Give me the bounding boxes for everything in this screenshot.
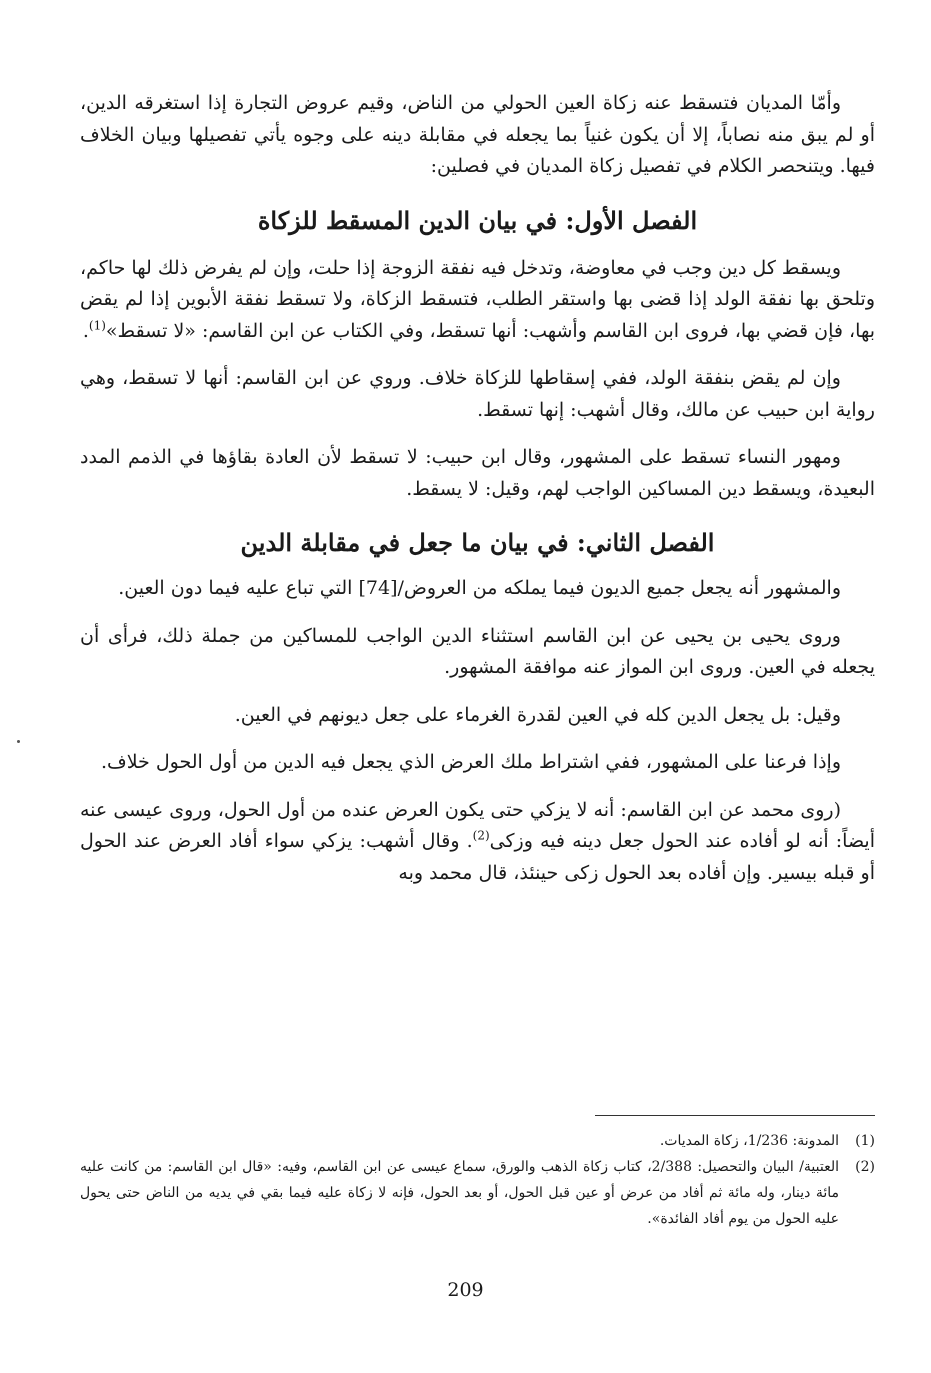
margin-mark <box>17 740 20 743</box>
footnote-2-number: (2) <box>855 1159 875 1175</box>
section2-paragraph-4: وإذا فرعنا على المشهور، ففي اشتراط ملك العرض الذي يجعل فيه الدين من أول الحول خلاف. <box>100 751 841 773</box>
section1-paragraph-1-end: . <box>82 319 89 342</box>
section2-paragraph-5-end: . وقال أشهب: يزكي سواء أفاد العرض عند الحول أو قبله بيسير. وإن أفاده بعد الحول زكى حينئذ، قال محمد وبه <box>80 830 875 884</box>
footnote-ref-2: (2) <box>472 828 490 843</box>
section2-paragraph-5-text: (روى محمد عن ابن القاسم: أنه لا يزكي حتى يكون العرض عنده من أول الحول، وروى عيسى عنه أيضاً: أنه لو أفاده عند الحول جعل دينه فيه وزكى <box>80 798 875 852</box>
footnote-1 <box>80 1128 875 1154</box>
section1-paragraph-1 <box>80 253 875 348</box>
section2-paragraph-2: وروى يحيى بن يحيى عن ابن القاسم استثناء الدين الواجب للمساكين من جملة ذلك، فرأى أن يجعله في العين. وروى ابن المواز عنه موافقة المشهور. <box>80 624 875 678</box>
section1-paragraph-1-text: ويسقط كل دين وجب في معاوضة، وتدخل فيه نفقة الزوجة إذا حلت، وإن لم يفرض ذلك لها حاكم، وتلحق بها نفقة الولد إذا قضى بها واستقر الطلب، فتسقط الزكاة، ولا تسقط نفقة الأبوين إذا لم يقض بها، فإن قضي بها، فروى ابن القاسم وأشهب: أنها تسقط، وفي الكتاب عن ابن القاسم: «لا تسقط» <box>80 256 875 342</box>
footnote-ref-1: (1) <box>88 318 106 333</box>
footnote-2-text: العتبية/ البيان والتحصيل: 2/388، كتاب زكاة الذهب والورق، سماع عيسى عن ابن القاسم، وفيه: «قال ابن القاسم: من كانت عليه مائة دينار، وله مائة ثم أفاد من عرض أو عين قبل الحول، أو بعد الحول، فإنه لا زكاة عليه فيما بقي في يديه من الناض حتى يحول عليه الحول من يوم أفاد الفائدة». <box>80 1159 839 1227</box>
page-body <box>80 88 875 889</box>
footnote-1-number: (1) <box>855 1133 875 1149</box>
section-heading-1: الفصل الأول: في بيان الدين المسقط للزكاة <box>257 205 698 235</box>
footnote-divider <box>595 1115 875 1116</box>
section2-paragraph-5 <box>80 795 875 890</box>
footnotes <box>80 1128 875 1232</box>
section2-paragraph-1: والمشهور أنه يجعل جميع الديون فيما يملكه من العروض/[74] التي تباع عليه فيما دون العين. <box>118 577 841 599</box>
footnote-2 <box>80 1154 875 1232</box>
section1-paragraph-2: وإن لم يقض بنفقة الولد، ففي إسقاطها للزكاة خلاف. وروي عن ابن القاسم: أنها لا تسقط، وهي رواية ابن حبيب عن مالك، وقال أشهب: إنها تسقط. <box>80 367 875 421</box>
section-heading-2: الفصل الثاني: في بيان ما جعل في مقابلة الدين <box>240 528 715 557</box>
page-number: 209 <box>447 1279 484 1301</box>
footnote-1-text: المدونة: 1/236، زكاة المديات. <box>659 1133 839 1149</box>
section2-paragraph-3: وقيل: بل يجعل الدين كله في العين لقدرة الغرماء على جعل ديونهم في العين. <box>234 703 841 726</box>
intro-paragraph: وأمّا المديان فتسقط عنه زكاة العين الحولي من الناض، وقيم عروض التجارة إذا استغرقه الدين، أو لم يبق منه نصاباً، إلا أن يكون غنياً بما يجعله في مقابلة دينه على وجوه يأتي تفصيلها وبيان الخلاف فيها. ويتنحصر الكلام في تفصيل زكاة المديان في فصلين: <box>80 92 875 177</box>
section1-paragraph-3: ومهور النساء تسقط على المشهور، وقال ابن حبيب: لا تسقط لأن العادة بقاؤها في الذمم المدد البعيدة، ويسقط دين المساكين الواجب لهم، وقيل: لا يسقط. <box>80 446 875 500</box>
